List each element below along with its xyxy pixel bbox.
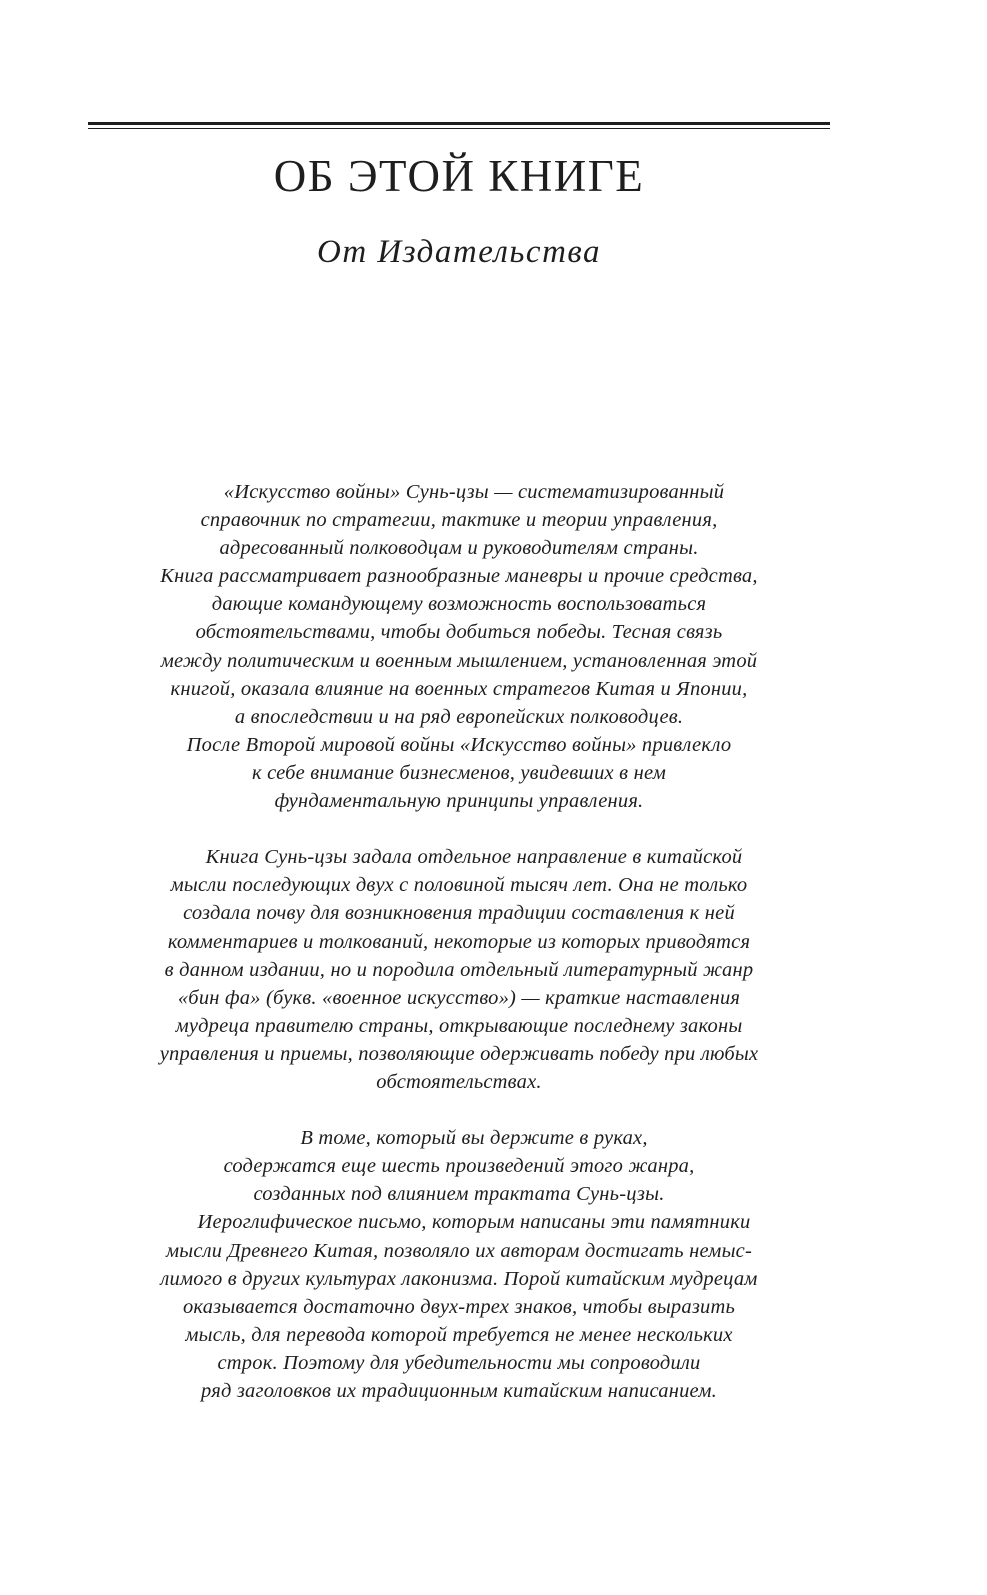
text-line: мысль, для перевода которой требуется не менее нескольких [185, 1323, 733, 1346]
text-line: После Второй мировой войны «Искусство войны» привлекло [186, 733, 732, 756]
page-subtitle: От Издательства [316, 234, 602, 270]
text-line: оказывается достаточно двух-трех знаков, чтобы выразить [182, 1295, 736, 1318]
text-line: «Искусство войны» Сунь-цзы — систематизированный [223, 481, 725, 503]
text-line: лимого в других культурах лаконизма. Порой китайским мудрецам [160, 1267, 758, 1290]
text-line: между политическим и военным мышлением, установленная этой [160, 649, 758, 672]
text-line: содержатся еще шесть произведений этого жанра, [223, 1155, 695, 1178]
paragraph-1 [88, 478, 830, 815]
text-line: дающие командующему возможность воспользоваться [211, 593, 707, 616]
text-line: фундаментальную принципы управления. [274, 790, 644, 813]
text-line: обстоятельствами, чтобы добиться победы. Тесная связь [195, 621, 723, 644]
text-line: книгой, оказала влияние на военных стратегов Китая и Японии, [170, 677, 748, 700]
paragraph-3 [88, 1124, 830, 1405]
text-line: «бин фа» (букв. «военное искусство») — краткие наставления [177, 986, 741, 1009]
text-line: справочник по стратегии, тактике и теории управления, [200, 509, 718, 532]
text-line: созданных под влиянием трактата Сунь-цзы. [253, 1183, 665, 1206]
text-line: в данном издании, но и породила отдельный литературный жанр [164, 958, 754, 981]
header-rule-thick [88, 122, 830, 125]
text-line: к себе внимание бизнесменов, увидевших в нем [251, 761, 667, 784]
paragraph-gap [88, 1096, 830, 1124]
text-line: а впоследствии и на ряд европейских полководцев. [234, 705, 684, 728]
text-line: В томе, который вы держите в руках, [300, 1127, 648, 1150]
text-line: Книга Сунь-цзы задала отдельное направление в китайской [205, 846, 743, 869]
text-line: мысли Древнего Китая, позволяло их авторам достигать немыс- [166, 1239, 752, 1262]
paragraph-gap [88, 815, 830, 843]
text-line: Иероглифическое письмо, которым написаны эти памятники [197, 1211, 751, 1234]
text-line: адресованный полководцам и руководителям страны. [219, 537, 699, 560]
text-line: обстоятельствах. [376, 1070, 542, 1093]
text-line: комментариев и толкований, некоторые из которых приводятся [167, 930, 751, 953]
text-line: мудреца правителю страны, открывающие последнему законы [175, 1014, 743, 1037]
text-line: Книга рассматривает разнообразные маневры и прочие средства, [160, 565, 758, 588]
header-rule-thin [88, 128, 830, 129]
page-title: ОБ ЭТОЙ КНИГЕ [273, 151, 645, 201]
paragraph-2 [88, 843, 830, 1096]
text-line: строк. Поэтому для убедительности мы сопроводили [217, 1351, 701, 1374]
text-line: управления и приемы, позволяющие одерживать победу при любых [159, 1042, 759, 1065]
text-line: ряд заголовков их традиционным китайским написанием. [201, 1380, 717, 1402]
text-line: создала почву для возникновения традиции составления к ней [183, 902, 735, 925]
text-line: мысли последующих двух с половиной тысяч лет. Она не только [170, 874, 748, 897]
body-text [88, 478, 830, 1405]
